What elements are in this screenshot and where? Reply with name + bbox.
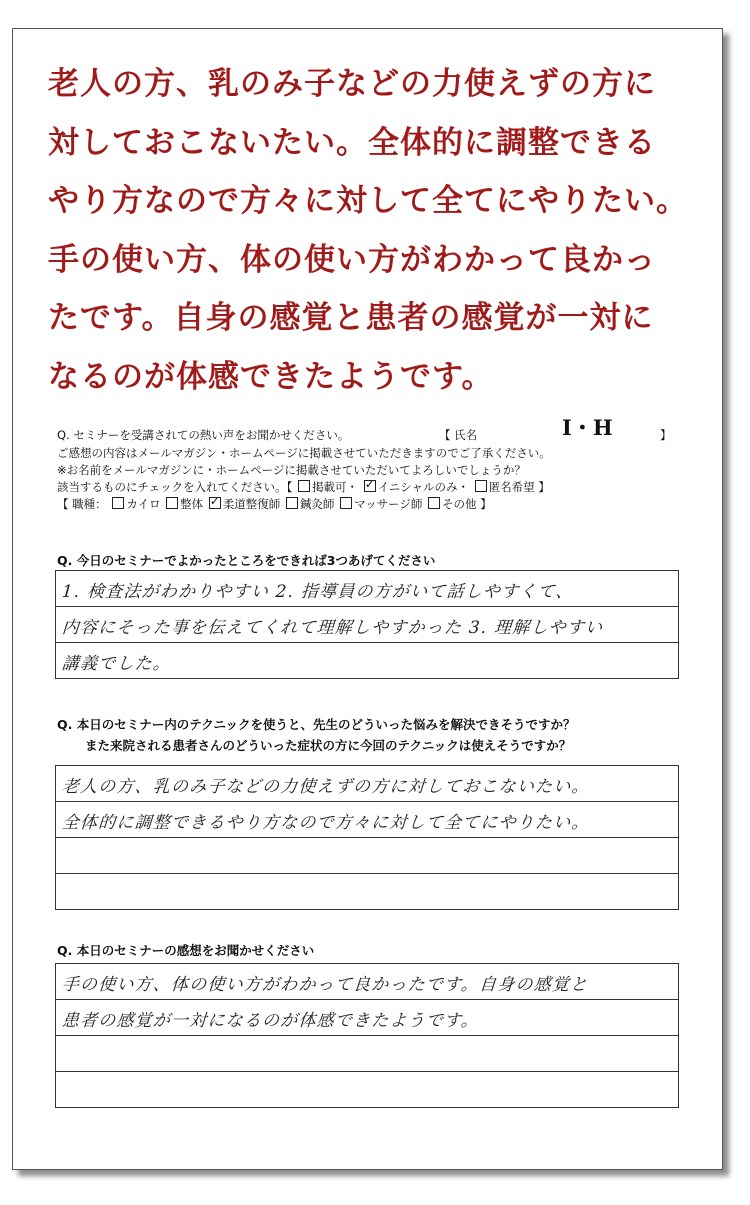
checkbox	[298, 480, 310, 492]
checkbox	[340, 497, 352, 509]
option-label: マッサージ師	[354, 497, 423, 511]
headline-line: たです。自身の感覚と患者の感覚が一対に	[48, 300, 654, 336]
notice-line: ご感想の内容はメールマガジン・ホームページに掲載させていただきますのでご了承ください。	[57, 446, 551, 460]
answer-line	[56, 643, 678, 678]
voice-question: Q. セミナーを受講されての熱い声をお聞かせください。	[57, 428, 350, 442]
handwritten-answer: 内容にそった事を伝えてくれて理解しやすかった 3. 理解しやすい	[61, 618, 604, 638]
notice-line: ※お名前をメールマガジンに・ホームページに掲載させていただいてよろしいでしょうか？	[57, 463, 526, 477]
answer-line	[56, 607, 678, 643]
option-label: その他 】	[442, 497, 492, 511]
handwritten-answer: 1. 検査法がわかりやすい 2. 指導員の方がいて話しやすくて、	[61, 582, 575, 602]
option-label: 匿名希望 】	[488, 480, 550, 494]
headline-quote	[48, 55, 708, 406]
answer-line	[56, 1000, 678, 1036]
option-label: 掲載可・	[312, 480, 359, 494]
answer-line	[56, 874, 678, 909]
checkbox-checked	[209, 497, 221, 509]
checkbox	[428, 497, 440, 509]
headline-line: なるのが体感できたようです。	[48, 358, 494, 395]
answer-line	[56, 802, 678, 838]
option-label: 整体	[180, 497, 204, 511]
headline-line: やり方なので方々に対して全てにやりたい。	[48, 183, 688, 219]
checkbox	[475, 480, 487, 492]
answer-box-3	[55, 963, 679, 1108]
option-label: カイロ	[126, 497, 161, 511]
answer-line	[56, 1036, 678, 1072]
question-3: Q. 本日のセミナーの感想をお聞かせください	[57, 943, 315, 958]
headline-line: 手の使い方、体の使い方がわかって良かっ	[48, 241, 656, 278]
survey-form-scan	[45, 405, 687, 1135]
consent-prompt: 該当するものにチェックを入れてください。【	[57, 480, 293, 494]
answer-box-2	[55, 765, 679, 910]
answer-line	[56, 1072, 678, 1107]
checkbox	[112, 497, 124, 509]
handwritten-answer: 手の使い方、体の使い方がわかって良かったです。自身の感覚と	[61, 975, 589, 995]
question-1: Q. 今日のセミナーでよかったところをできれば3つあげてください	[57, 553, 436, 568]
name-label: 【 氏名	[439, 428, 478, 442]
handwritten-answer: 講義でした。	[61, 654, 172, 674]
headline-line: 対しておこないたい。全体的に調整できる	[48, 124, 656, 161]
checkbox	[166, 497, 178, 509]
checkbox-checked	[364, 480, 376, 492]
question-2: Q. 本日のセミナー内のテクニックを使うと、先生のどういった悩みを解決できそうですか？	[57, 717, 576, 732]
answer-line	[56, 838, 678, 874]
publish-consent-row	[57, 479, 551, 496]
question-2-continued: また来院される患者さんのどういった症状の方に今回のテクニックは使えそうですか？	[85, 738, 572, 753]
answer-line	[56, 766, 678, 802]
occupation-prompt: 【 職種：	[57, 497, 107, 511]
name-bracket: 】	[660, 428, 672, 442]
answer-line	[56, 571, 678, 607]
option-label: 鍼灸師	[299, 497, 335, 511]
occupation-row	[57, 496, 551, 513]
handwritten-answer: 患者の感覚が一対になるのが体感できたようです。	[61, 1011, 480, 1031]
option-label: イニシャルのみ・	[377, 480, 470, 494]
checkbox	[286, 497, 298, 509]
handwritten-answer: 全体的に調整できるやり方なので方々に対して全てにやりたい。	[61, 813, 591, 833]
respondent-info	[57, 415, 672, 513]
headline-line: 老人の方、乳のみ子などの力使えずの方に	[48, 66, 656, 102]
handwritten-answer: 老人の方、乳のみ子などの力使えずの方に対しておこないたい。	[61, 777, 591, 797]
answer-box-1	[55, 570, 679, 679]
answer-line	[56, 964, 678, 1000]
name-value: I・H	[562, 415, 613, 440]
option-label: 柔道整復師	[222, 497, 281, 511]
